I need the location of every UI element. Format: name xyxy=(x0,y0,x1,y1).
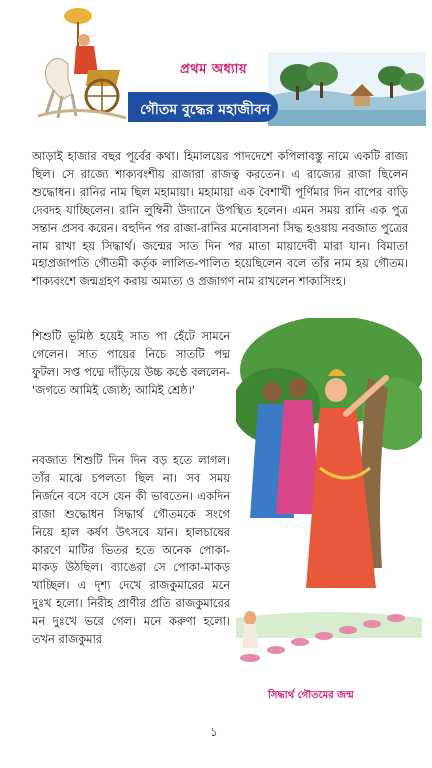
intro-paragraph: আড়াই হাজার বছর পূর্বের কথা। হিমালয়ের পাদদেশে কপিলাবস্তু নামে একটি রাজ্য ছিল। সে রাজ্যে শাক্যবংশীয় রাজারা রাজত্ব করতেন। এ রাজ্যের রাজা ছিলেন শুদ্ধোধন। রানির নাম ছিল মহামায়া। মহামায়া এক বৈশাখী পূর্ণিমার দিন বাপের বাড়ি দেবদহ যাচ্ছিলেন। রানি লুম্বিনী উদ্যানে উপস্থিত হলেন। এমন সময় রানি এক পুত্র সন্তান প্রসব করেন। বহুদিন পর রাজা-রানির মনোবাসনা সিদ্ধ হওয়ায় নবজাত পুত্রের নাম রাখা হয় সিদ্ধার্থ। জন্মের সাত দিন পর মাতা মায়াদেবী মারা যান। বিমাতা মহাপ্রজাপতি গৌতমী কর্তৃক লালিত-পালিত হয়েছিলেন বলে তাঁর নাম হয় গৌতম। শাক্যবংশে জন্মগ্রহণ করায় অমাত্য ও প্রজাগণ নাম রাখলেন শাক্যসিংহ। xyxy=(32,149,408,289)
seven-steps-paragraph: শিশুটি ভূমিষ্ঠ হয়েই সাত পা হেঁটে সামনে গেলেন। সাত পায়ের নিচে সাতটি পদ্ম ফুটল। সপ্ত পদ্মে দাঁড়িয়ে উচ্চ কণ্ঠে বললেন- 'জগতে আমিই জ্যেষ্ঠ; আমিই শ্রেষ্ঠ।' xyxy=(32,329,230,397)
illustration-caption: সিদ্ধার্থ গৌতমের জন্ম xyxy=(268,690,354,701)
buddha-birth-illustration xyxy=(236,318,422,686)
page-number: ১ xyxy=(210,725,218,739)
childhood-paragraph: নবজাত শিশুটি দিন দিন বড় হতে লাগল। তাঁর মাঝে চপলতা ছিল না। সব সময় নির্জনে বসে বসে যেন কী ভাবতেন। একদিন রাজা শুদ্ধোধন সিদ্ধার্থ গৌতমকে সংগে নিয়ে হাল কর্ষণ উৎসবে যান। হালচাষের কারণে মাটির ভিতর হতে অনেক পোকা-মাকড় উঠছিল। ব্যাঙেরা সে পোকা-মাকড় খাচ্ছিল। এ দৃশ্য দেখে রাজকুমারের মনে দুঃখ হলো। নিরীহ প্রাণীর প্রতি রাজকুমারের মন দুঃখে ভরে গেল। মনে করুণা হলো। তখন রাজকুমার xyxy=(32,453,230,647)
chariot-illustration xyxy=(28,4,128,122)
village-landscape-illustration xyxy=(268,52,426,126)
chapter-title: গৌতম বুদ্ধের মহাজীবন xyxy=(140,102,271,118)
chapter-label: প্রথম অধ্যায় xyxy=(180,62,248,77)
